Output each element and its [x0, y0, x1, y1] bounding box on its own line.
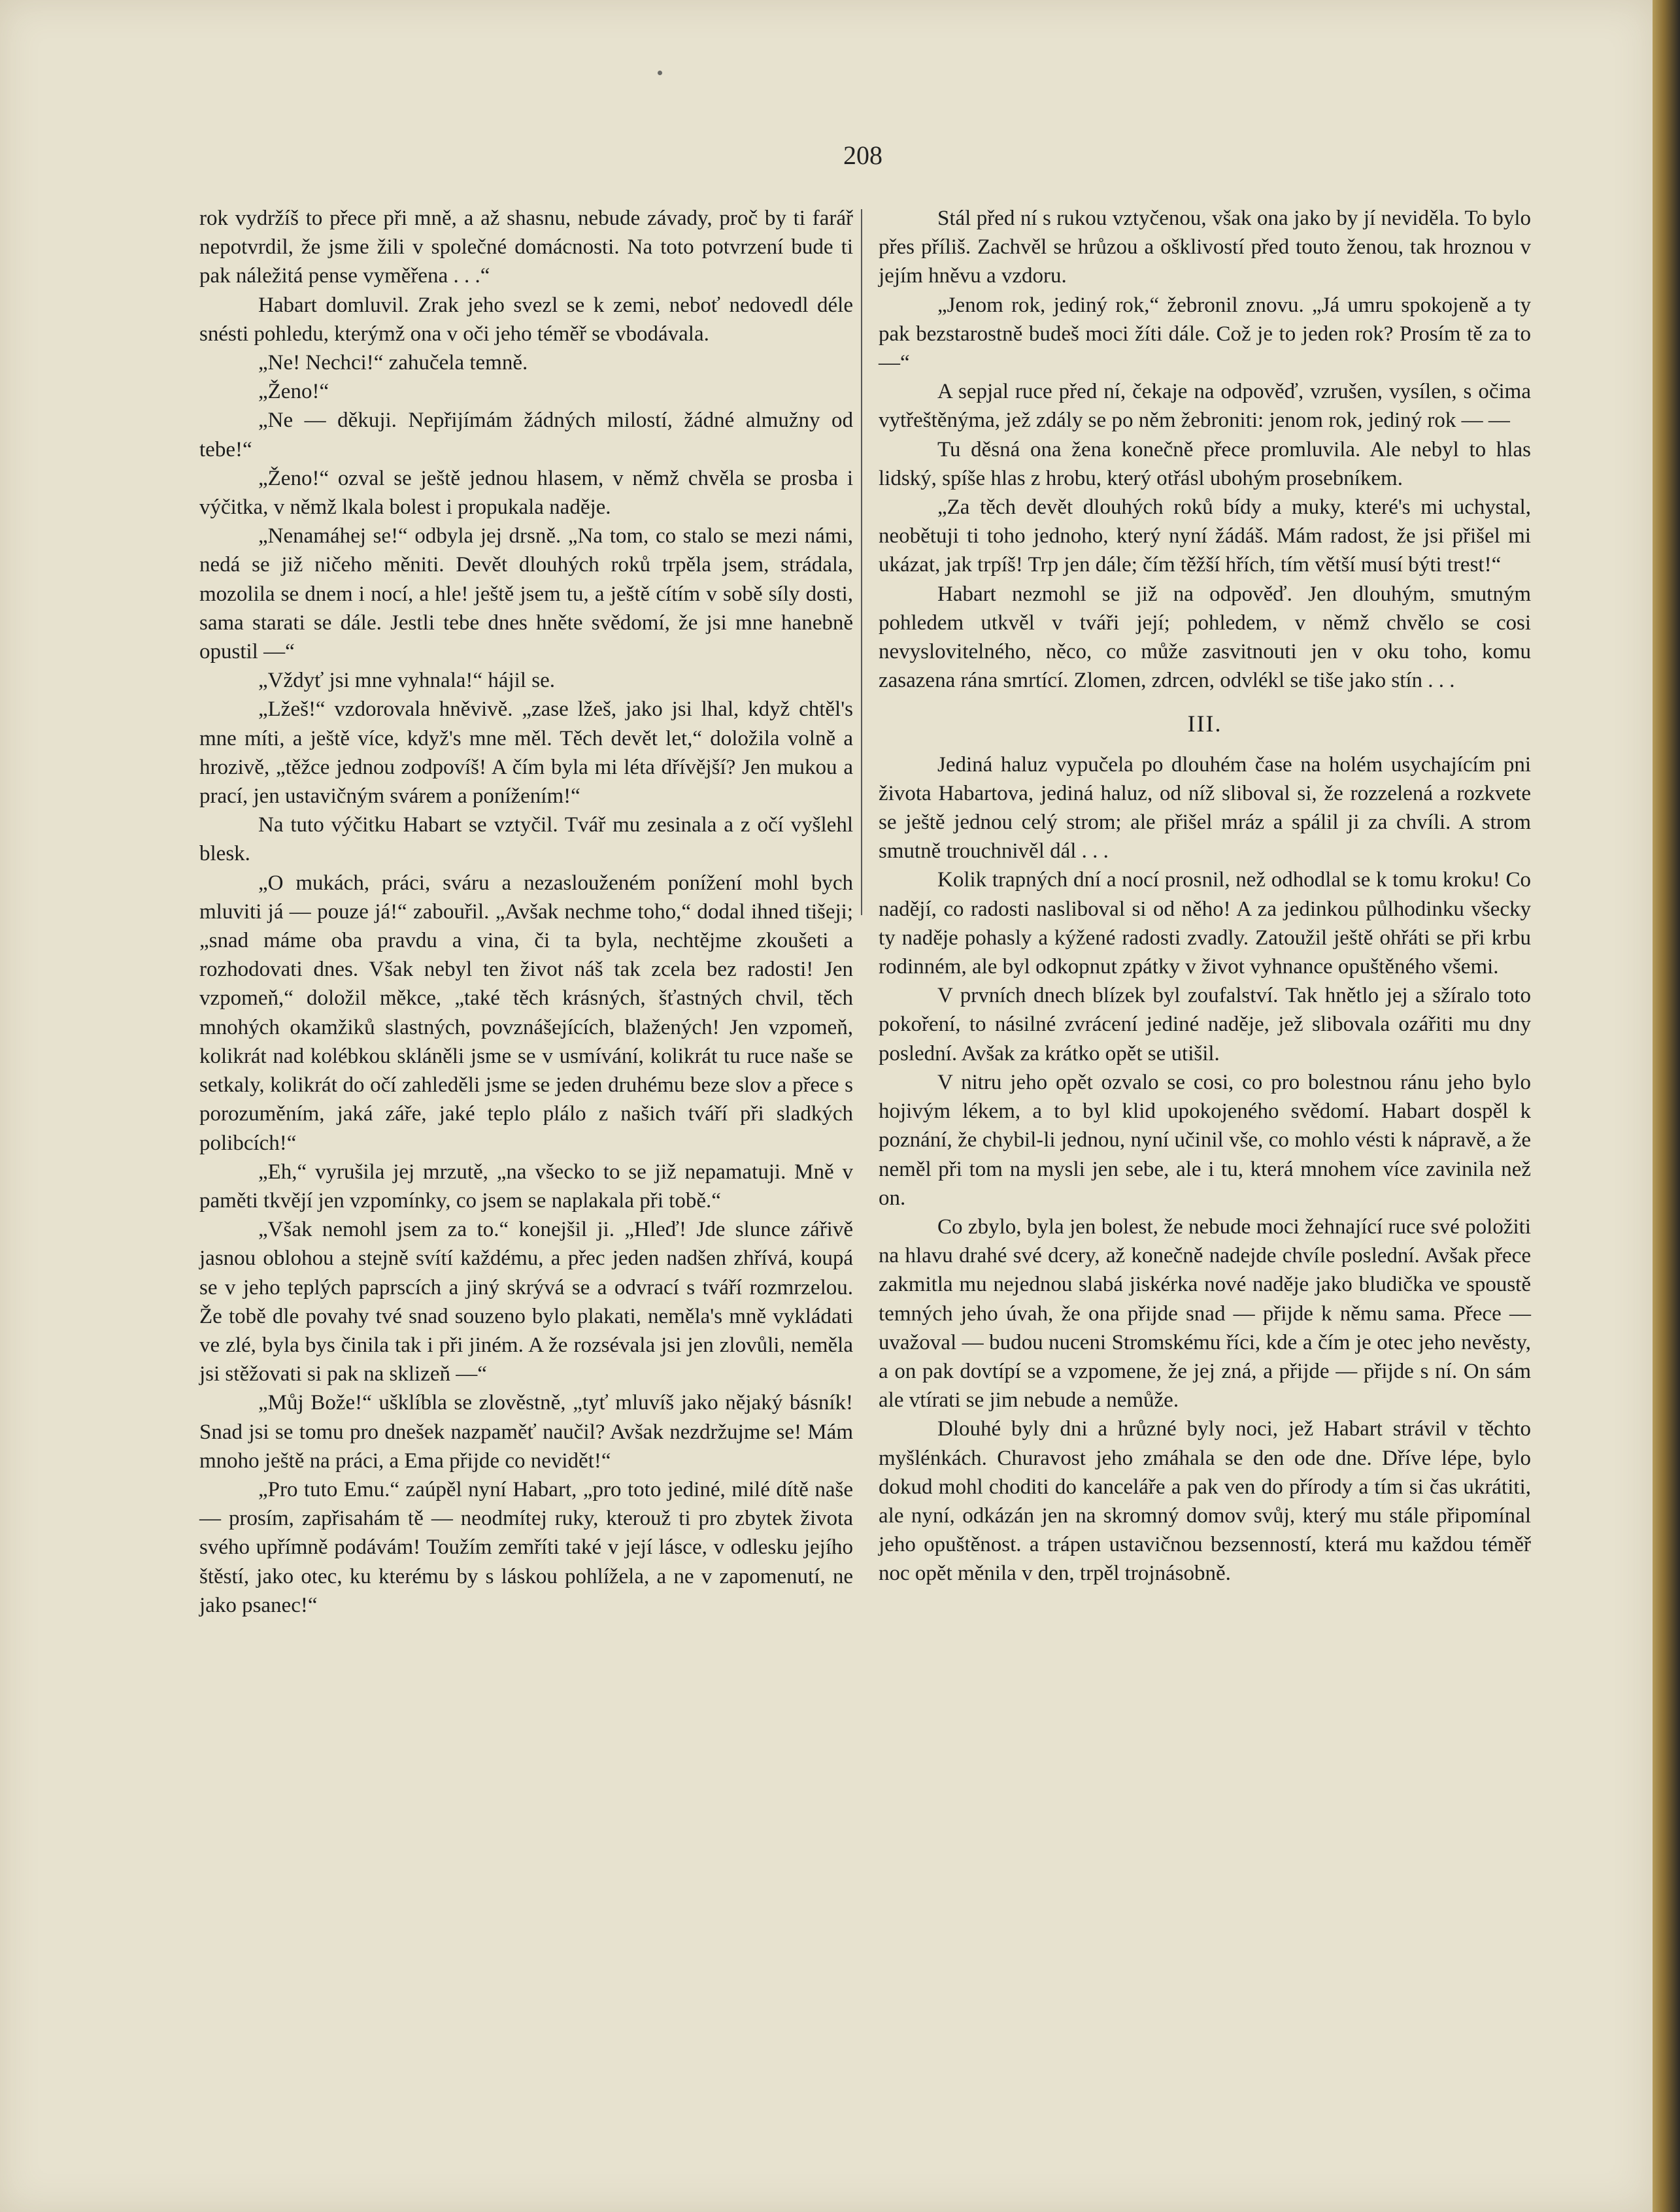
paragraph: „Za těch devět dlouhých roků bídy a muky, které's mi uchystal, neobětuji ti toho jednoho, který nyní žádáš. Mám radost, že jsi přišel mi ukázat, jak trpíš! Trp jen dále; čím těžší hřích, tím větší musí býti trest!“: [879, 495, 1531, 577]
paragraph: „Jenom rok, jediný rok,“ žebronil znovu. „Já umru spokojeně a ty pak bezstarostně budeš moci žíti dále. Což je to jeden rok? Prosím tě za to —“: [879, 293, 1531, 375]
paragraph: „Nenamáhej se!“ odbyla jej drsně. „Na tom, co stalo se mezi námi, nedá se již ničeho měniti. Devět dlouhých roků trpěla jsem, strádala, mozolila se dnem i nocí, a hle! ještě jsem tu, a ještě cítím v sobě síly dosti, sama starati se dále. Jestli tebe dnes hněte svědomí, že jsi mne hanebně opustil —“: [199, 524, 853, 664]
paragraph: „Eh,“ vyrušila jej mrzutě, „na všecko to se již nepamatuji. Mně v paměti tkvějí jen vzpomínky, co jsem se naplakala při tobě.“: [199, 1160, 853, 1213]
paragraph: „Ne! Nechci!“ zahučela temně.: [258, 351, 528, 375]
page-edge: [1653, 0, 1680, 2212]
paragraph: Kolik trapných dní a nocí prosnil, než odhodlal se k tomu kroku! Co nadějí, co radosti nasliboval si od něho! A za jedinkou půlhodinku všecky ty naděje pohasly a kýžené radosti zvadly. Zatoužil ještě ohřáti se při krbu rodinném, ale byl odkopnut zpátky v život vyhnance opuštěného všemi.: [879, 868, 1531, 979]
right-column-bottom: [879, 750, 1531, 1588]
right-column-top: [879, 204, 1531, 695]
paragraph: Habart nezmohl se již na odpověď. Jen dlouhým, smutným pohledem utkvěl v tváři její; pohledem, v němž chvělo se cosi nevyslovitelného, něco, co může zasvitnouti jen v oku toho, komu zasazena rána smrtící. Zlomen, zdrcen, odvlékl se tiše jako stín . . .: [879, 582, 1531, 693]
paragraph: „Vždyť jsi mne vyhnala!“ hájil se.: [258, 669, 555, 693]
paragraph: „Lžeš!“ vzdorovala hněvivě. „zase lžeš, jako jsi lhal, když chtěl's mne míti, a ještě více, když's mne měl. Těch devět let,“ doložila volně a hrozivě, „těžce jednou zodpovíš! A čím byla mi léta dřívější? Jen mukou a prací, jen ustavičným svárem a ponížením!“: [199, 697, 853, 809]
paragraph: „Pro tuto Emu.“ zaúpěl nyní Habart, „pro toto jediné, milé dítě naše — prosím, zapřisahám tě — neodmítej ruky, kterouž ti pro zbytek života svého upřímně podávám! Toužím zemříti také v její lásce, v odlesku jejího štěstí, jako otec, ku kterému by s láskou pohlížela, a ne v zapomenutí, ne jako psanec!“: [199, 1477, 853, 1617]
section-heading: III.: [1187, 711, 1222, 737]
paragraph: „Však nemohl jsem za to.“ konejšil ji. „Hleď! Jde slunce zářivě jasnou oblohou a stejně svítí každému, a přec jeden nadšen zhřívá, koupá se v jeho teplých paprscích a jiný skrývá se a odvrací s tváří rozmrzelou. Že tobě dle povahy tvé snad souzeno bylo plakati, neměla's mně vykládati ve zlé, byla bys činila tak i při jiném. A že rozsévala jsi jen zlovůli, neměla jsi stěžovati si pak na sklizeň —“: [199, 1218, 853, 1386]
paragraph: Habart domluvil. Zrak jeho svezl se k zemi, neboť nedovedl déle snésti pohledu, kterýmž ona v oči jeho téměř se vbodávala.: [199, 293, 853, 346]
paragraph: „O mukách, práci, sváru a nezaslouženém ponížení mohl bych mluviti já — pouze já!“ zabouřil. „Avšak nechme toho,“ dodal ihned tišeji; „snad máme oba pravdu a vina, či ta byla, nechtějme zkoušeti a rozhodovati dnes. Však nebyl ten život náš tak zcela bez radosti! Jen vzpomeň,“ doložil měkce, „také těch krásných, šťastných chvil, těch mnohých okamžiků slastných, povznášejících, blažených! Jen vzpomeň, kolikrát nad kolébkou skláněli jsme se v usmívání, kolikrát tu ruce naše se setkaly, kolikrát do očí zahleděli jsme se jeden druhému beze slov a přece s porozuměním, jaká záře, jaké teplo plálo z našich tváří při sladkých polibcích!“: [199, 871, 853, 1155]
ink-speck: [658, 71, 662, 75]
paragraph: Tu děsná ona žena konečně přece promluvila. Ale nebyl to hlas lidský, spíše hlas z hrobu, který otřásl ubohým prosebníkem.: [879, 437, 1531, 490]
paragraph: Dlouhé byly dni a hrůzné byly noci, jež Habart strávil v těchto myšlénkách. Churavost jeho zmáhala se den ode dne. Dříve lépe, bylo dokud mohl choditi do kanceláře a pak ven do přírody a tím si čas ukrátiti, ale nyní, odkázán jen na skromný domov svůj, který mu stále připomínal jeho opuštěnost. a trápen ustavičnou bezsenností, která mu každou téměř noc opět měnila v den, trpěl trojnásobně.: [879, 1417, 1531, 1586]
page-number: 208: [843, 141, 882, 170]
paragraph: A sepjal ruce před ní, čekaje na odpověď, vzrušen, vysílen, s očima vytřeštěnýma, jež zdály se po něm žebroniti: jenom rok, jediný rok — —: [879, 380, 1531, 433]
paragraph: V nitru jeho opět ozvalo se cosi, co pro bolestnou ránu jeho bylo hojivým lékem, a to byl klid upokojeného svědomí. Habart dospěl k poznání, že chybil-li jednou, nyní učinil vše, co mohlo vésti k nápravě, a že neměl při tom na mysli jen sebe, ale i tu, která mnohem více zavinila než on.: [879, 1070, 1531, 1210]
right-column: [879, 204, 1531, 1588]
left-column: [199, 204, 853, 1620]
paragraph: Na tuto výčitku Habart se vztyčil. Tvář mu zesinala a z očí vyšlehl blesk.: [199, 813, 853, 866]
paragraph: „Můj Bože!“ ušklíbla se zlověstně, „tyť mluvíš jako nějaký básník! Snad jsi se tomu pro dnešek nazpaměť naučil? Avšak nezdržujme se! Mám mnoho ještě na práci, a Ema přijde co nevidět!“: [199, 1391, 853, 1473]
paragraph: Co zbylo, byla jen bolest, že nebude moci žehnající ruce své položiti na hlavu drahé své dcery, až konečně nadejde chvíle poslední. Avšak přece zakmitla mu nejednou slabá jiskérka nové naděje jako bludička ve spoustě temných jeho úvah, že ona přijde snad — přijde k němu sama. Přece — uvažoval — budou nuceni Stromskému říci, kde a čím je otec jeho nevěsty, a on pak dovtípí se a vzpomene, že jej zná, a přijde — přijde s ní. On sám ale vtírati se jim nebude a nemůže.: [879, 1215, 1531, 1413]
paragraph: V prvních dnech blízek byl zoufalství. Tak hnětlo jej a sžíralo toto pokoření, to násilné zvrácení jediné naděje, jež slibovala ozářiti mu dny poslední. Avšak za krátko opět se utišil.: [879, 984, 1531, 1065]
paragraph: Stál před ní s rukou vztyčenou, však ona jako by jí neviděla. To bylo přes příliš. Zachvěl se hrůzou a ošklivostí před touto ženou, tak hroznou v jejím hněvu a vzdoru.: [879, 207, 1531, 288]
paragraph: „Ne — děkuji. Nepřijímám žádných milostí, žádné almužny od tebe!“: [199, 409, 853, 461]
column-divider: [861, 209, 862, 915]
paragraph: rok vydržíš to přece při mně, a až shasnu, nebude závady, proč by ti farář nepotvrdil, že jsme žili v společné domácnosti. Na toto potvrzení bude ti pak náležitá pense vyměřena . . .“: [199, 207, 853, 288]
paragraph: Jediná haluz vypučela po dlouhém čase na holém usychajícím pni života Habartova, jediná haluz, od níž sliboval si, že rozzelená a rozkvete se ještě jednou celý strom; ale přišel mráz a spálil ji za chvíli. A strom smutně trouchnivěl dál . . .: [879, 752, 1531, 863]
paragraph: „Ženo!“: [258, 380, 329, 404]
paragraph: „Ženo!“ ozval se ještě jednou hlasem, v němž chvěla se prosba i výčitka, v němž lkala bolest i propukala naděje.: [199, 466, 853, 520]
